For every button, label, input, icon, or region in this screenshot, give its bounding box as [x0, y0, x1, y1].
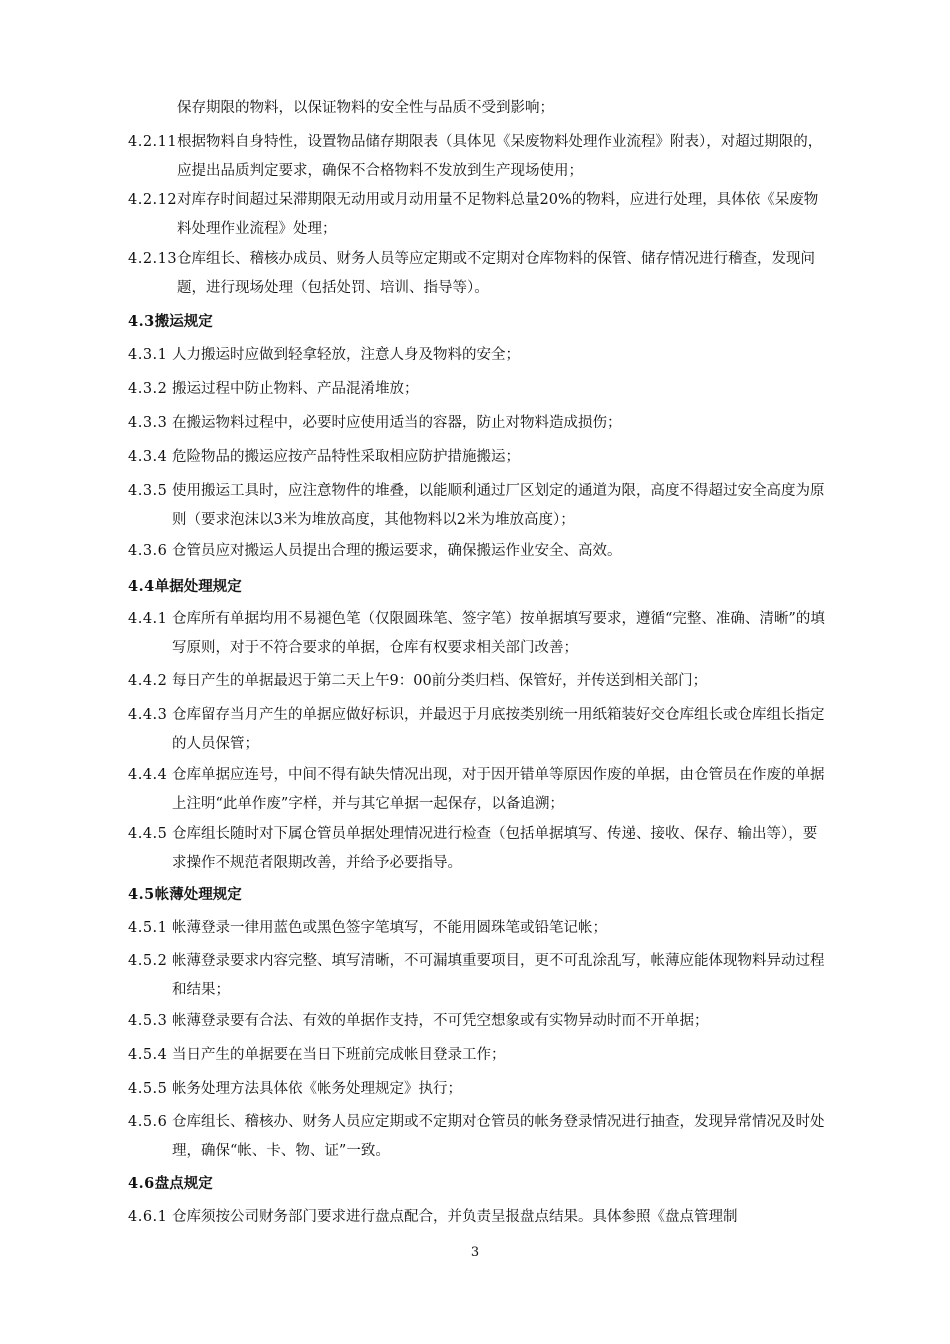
- section-heading: 4.3搬运规定: [128, 313, 213, 330]
- section-heading: 4.6盘点规定: [128, 1175, 213, 1192]
- list-item: [128, 761, 828, 819]
- item-number: 4.5.1: [128, 920, 168, 936]
- continuation-text: 保存期限的物料，以保证物料的安全性与品质不受到影响；: [177, 100, 554, 116]
- list-item: [128, 914, 828, 943]
- item-text: 每日产生的单据最迟于第二天上午9：00前分类归档、保管好，并传送到相关部门；: [172, 673, 708, 689]
- item-text: 仓管员应对搬运人员提出合理的搬运要求，确保搬运作业安全、高效。: [172, 543, 622, 559]
- item-number: 4.4.2: [128, 673, 168, 689]
- list-item: [128, 1203, 828, 1232]
- item-number: 4.2.13: [128, 251, 178, 267]
- item-number: 4.4.5: [128, 826, 168, 842]
- item-text: 仓库留存当月产生的单据应做好标识，并最迟于月底按类别统一用纸箱装好交仓库组长或仓库组长指定的人员保管；: [172, 707, 825, 752]
- item-number: 4.3.1: [128, 347, 168, 363]
- list-item: [128, 605, 828, 663]
- list-item: [128, 667, 828, 696]
- list-item: [128, 245, 828, 303]
- item-number: 4.5.3: [128, 1013, 168, 1029]
- item-text: 仓库须按公司财务部门要求进行盘点配合，并负责呈报盘点结果。具体参照《盘点管理制: [172, 1209, 738, 1225]
- item-text: 仓库单据应连号，中间不得有缺失情况出现，对于因开错单等原因作废的单据，由仓管员在作废的单据上注明“此单作废”字样，并与其它单据一起保存，以备追溯；: [172, 767, 825, 812]
- item-text: 对库存时间超过呆滞期限无动用或月动用量不足物料总量20%的物料，应进行处理，具体依《呆废物料处理作业流程》处理；: [177, 192, 819, 237]
- section-heading: 4.4单据处理规定: [128, 578, 242, 595]
- item-text: 根据物料自身特性，设置物品储存期限表（具体见《呆废物料处理作业流程》附表），对超过期限的，应提出品质判定要求，确保不合格物料不发放到生产现场使用；: [177, 134, 823, 179]
- item-text: 危险物品的搬运应按产品特性采取相应防护措施搬运；: [172, 449, 520, 465]
- item-number: 4.2.12: [128, 192, 178, 208]
- page-number: 3: [470, 1245, 480, 1260]
- item-text: 人力搬运时应做到轻拿轻放，注意人身及物料的安全；: [172, 347, 520, 363]
- list-item: [128, 947, 828, 1005]
- section-heading: 4.5帐薄处理规定: [128, 886, 242, 903]
- item-number: 4.4.4: [128, 767, 168, 783]
- list-item: [128, 443, 828, 472]
- item-text: 帐薄登录要有合法、有效的单据作支持，不可凭空想象或有实物异动时而不开单据；: [172, 1013, 709, 1029]
- list-item: [128, 186, 828, 244]
- item-text: 仓库组长、稽核办成员、财务人员等应定期或不定期对仓库物料的保管、储存情况进行稽查，发现问题，进行现场处理（包括处罚、培训、指导等）。: [177, 251, 815, 296]
- list-item: [128, 1041, 828, 1070]
- list-item: [128, 341, 828, 370]
- item-text: 仓库组长随时对下属仓管员单据处理情况进行检查（包括单据填写、传递、接收、保存、输出等），要求操作不规范者限期改善，并给予必要指导。: [172, 826, 818, 871]
- list-item: [128, 820, 828, 878]
- item-number: 4.6.1: [128, 1209, 168, 1225]
- item-number: 4.3.6: [128, 543, 168, 559]
- item-number: 4.3.4: [128, 449, 168, 465]
- item-number: 4.5.4: [128, 1047, 168, 1063]
- item-number: 4.4.1: [128, 611, 168, 627]
- list-item: [128, 409, 828, 438]
- item-number: 4.3.3: [128, 415, 168, 431]
- list-item: [128, 375, 828, 404]
- item-number: 4.3.2: [128, 381, 168, 397]
- item-text: 帐薄登录要求内容完整、填写清晰，不可漏填重要项目，更不可乱涂乱写，帐薄应能体现物料异动过程和结果；: [172, 953, 825, 998]
- item-number: 4.5.6: [128, 1114, 168, 1130]
- list-item: [128, 537, 828, 566]
- item-text: 帐薄登录一律用蓝色或黑色签字笔填写，不能用圆珠笔或铅笔记帐；: [172, 920, 607, 936]
- list-item: [128, 477, 828, 535]
- item-text: 当日产生的单据要在当日下班前完成帐目登录工作；: [172, 1047, 506, 1063]
- item-number: 4.5.2: [128, 953, 168, 969]
- item-text: 搬运过程中防止物料、产品混淆堆放；: [172, 381, 419, 397]
- list-item: [128, 1075, 828, 1104]
- list-item: [128, 701, 828, 759]
- item-text: 仓库组长、稽核办、财务人员应定期或不定期对仓管员的帐务登录情况进行抽查，发现异常情况及时处理，确保“帐、卡、物、证”一致。: [172, 1114, 825, 1159]
- item-number: 4.3.5: [128, 483, 168, 499]
- item-text: 仓库所有单据均用不易褪色笔（仅限圆珠笔、签字笔）按单据填写要求，遵循“完整、准确、清晰”的填写原则，对于不符合要求的单据，仓库有权要求相关部门改善；: [172, 611, 825, 656]
- item-text: 使用搬运工具时，应注意物件的堆叠，以能顺利通过厂区划定的通道为限，高度不得超过安全高度为原则（要求泡沫以3米为堆放高度，其他物料以2米为堆放高度）；: [172, 483, 825, 528]
- list-item: [128, 1007, 828, 1036]
- list-item: [128, 1108, 828, 1166]
- item-number: 4.5.5: [128, 1081, 168, 1097]
- item-number: 4.4.3: [128, 707, 168, 723]
- list-item: [128, 128, 828, 186]
- item-text: 帐务处理方法具体依《帐务处理规定》执行；: [172, 1081, 462, 1097]
- item-number: 4.2.11: [128, 134, 178, 150]
- item-text: 在搬运物料过程中，必要时应使用适当的容器，防止对物料造成损伤；: [172, 415, 622, 431]
